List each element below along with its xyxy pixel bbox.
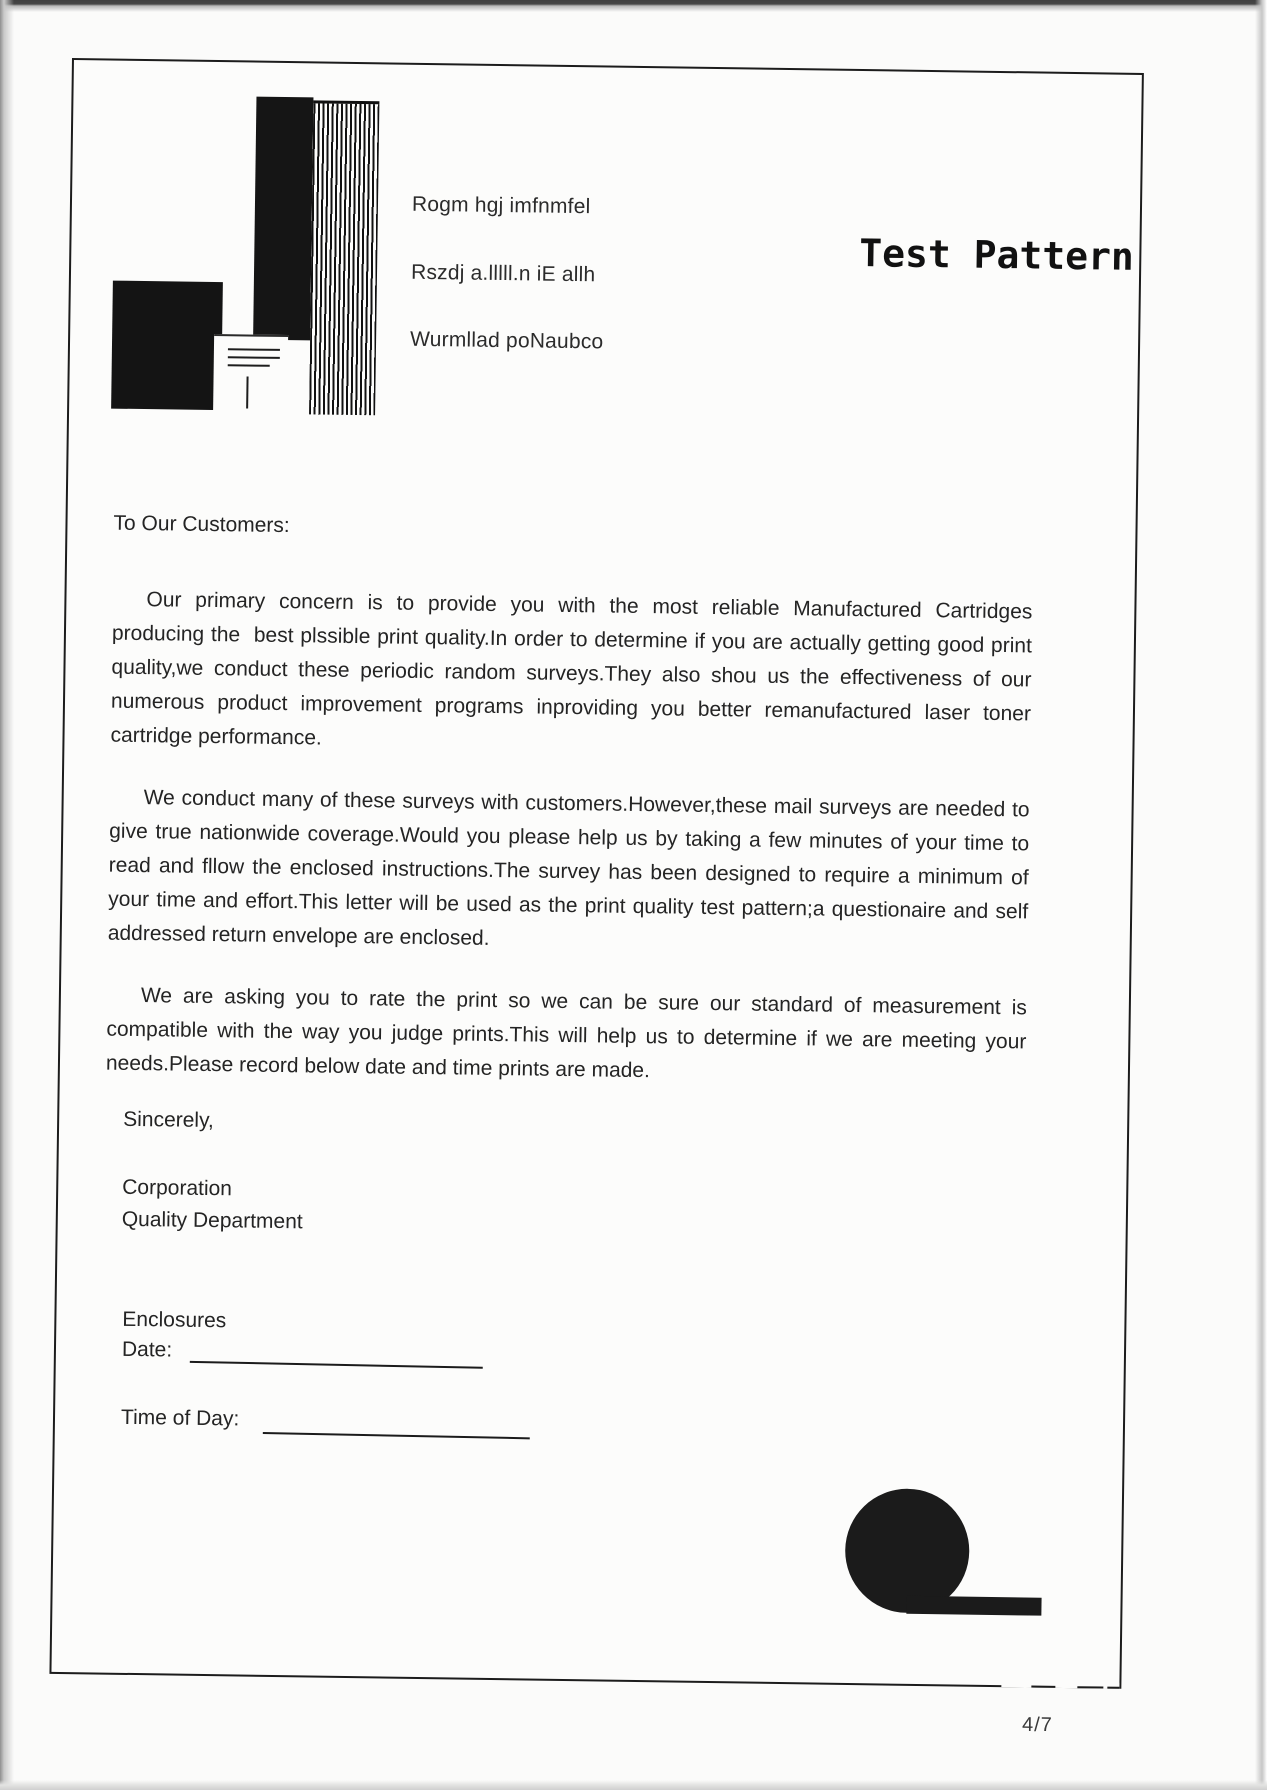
paragraph-line: We conduct many of these surveys with customers.However,these mail surveys are needed to bbox=[143, 786, 1030, 822]
scan-edge-top bbox=[0, 0, 1267, 12]
border-dash bbox=[1031, 1686, 1055, 1688]
time-blank-line bbox=[263, 1432, 530, 1439]
paragraph-line: addressed return envelope are enclosed. bbox=[107, 921, 490, 950]
paragraph-line: needs.Please record below date and time prints are made. bbox=[105, 1051, 651, 1083]
paragraph-1 bbox=[110, 583, 1032, 766]
paragraph-line: quality,we conduct these periodic random surveys.They also shou us the effectiveness of our bbox=[111, 655, 1032, 692]
logo-striped-bar bbox=[309, 100, 379, 415]
letter-frame bbox=[49, 58, 1143, 1689]
tape-roll-mark bbox=[844, 1488, 970, 1614]
paragraph-line: read and fllow the enclosed instructions.The survey has been designed to require a minimum of bbox=[108, 853, 1029, 890]
enclosures-label: Enclosures bbox=[122, 1307, 227, 1333]
paragraph-3 bbox=[106, 979, 1027, 1094]
scan-edge-left bbox=[0, 0, 14, 1790]
paragraph-line: compatible with the way you judge prints.This will help us to determine if we are meeting your bbox=[106, 1017, 1027, 1054]
document-icon-vline bbox=[246, 376, 248, 408]
time-of-day-label: Time of Day: bbox=[120, 1405, 240, 1431]
date-label: Date: bbox=[121, 1337, 173, 1362]
date-blank-line bbox=[190, 1361, 483, 1369]
logo-black-block bbox=[111, 281, 223, 411]
salutation: To Our Customers: bbox=[113, 511, 290, 538]
closing-department: Quality Department bbox=[121, 1207, 303, 1234]
paragraph-2 bbox=[108, 781, 1030, 964]
closing-corporation: Corporation bbox=[122, 1175, 233, 1201]
paragraph-line: numerous product improvement programs inproviding you better remanufactured laser toner bbox=[110, 689, 1032, 726]
tape-roll-tail bbox=[906, 1596, 1041, 1616]
logo-document-icon bbox=[213, 334, 288, 413]
company-line-3: Wurmllad poNaubco bbox=[409, 327, 604, 354]
paragraph-line: give true nationwide coverage.Would you please help us by taking a few minutes of your time to bbox=[109, 819, 1030, 856]
logo-solid-bar bbox=[253, 97, 313, 341]
page-number: 4/7 bbox=[1021, 1713, 1053, 1737]
paragraph-line: Our primary concern is to provide you with the most reliable Manufactured Cartridges bbox=[146, 588, 1033, 624]
border-dash bbox=[1077, 1686, 1103, 1688]
paragraph-line: your time and effort.This letter will be used as the print quality test pattern;a questionaire and self bbox=[108, 887, 1029, 924]
company-line-1: Rogm hgj imfnmfel bbox=[411, 192, 591, 219]
document-icon-line bbox=[228, 356, 280, 359]
page-title: Test Pattern bbox=[859, 231, 1135, 279]
closing-sincerely: Sincerely, bbox=[123, 1107, 214, 1133]
scan-edge-bottom bbox=[0, 1780, 1267, 1790]
document-icon-line bbox=[228, 348, 280, 351]
company-line-2: Rszdj a.lllll.n iE allh bbox=[410, 260, 596, 287]
paragraph-line: We are asking you to rate the print so we can be sure our standard of measurement is bbox=[140, 984, 1027, 1020]
paragraph-line: cartridge performance. bbox=[110, 723, 322, 750]
paragraph-line: producing the best plssible print quality.In order to determine if you are actually getting good print bbox=[111, 621, 1033, 658]
scan-edge-right bbox=[1255, 0, 1267, 1790]
border-dash bbox=[1107, 1687, 1119, 1689]
document-icon-line bbox=[228, 364, 270, 367]
